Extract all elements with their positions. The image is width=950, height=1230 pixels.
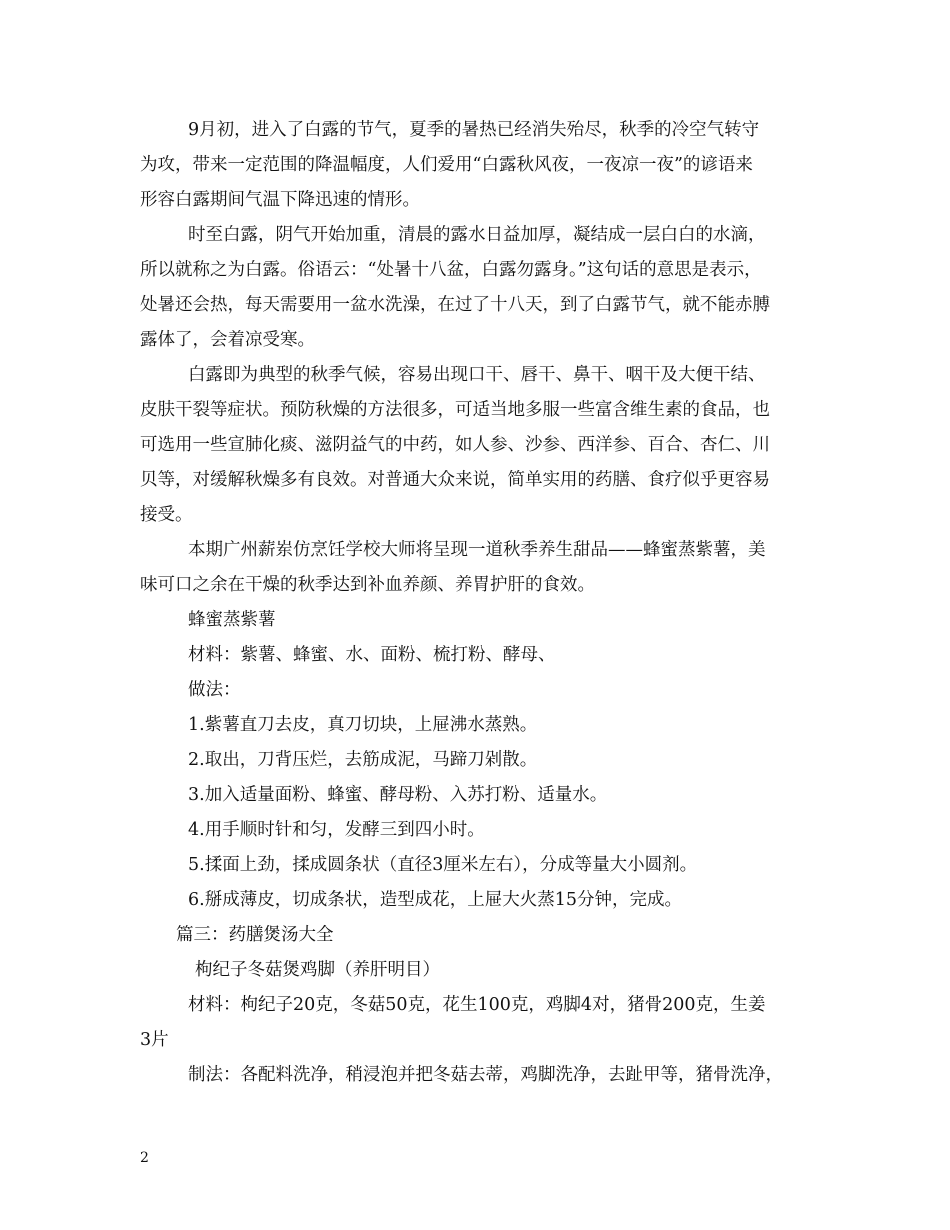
text-line: 皮肤干裂等症状。预防秋燥的方法很多，可适当地多服一些富含维生素的食品，也 <box>140 400 770 420</box>
text-line: 形容白露期间气温下降迅速的情形。 <box>140 190 420 210</box>
text-line: 处暑还会热，每天需要用一盆水洗澡，在过了十八天，到了白露节气，就不能赤膊 <box>140 295 770 315</box>
text-line: 接受。 <box>140 505 193 525</box>
text-line: 露体了，会着凉受寒。 <box>140 330 315 350</box>
text-line: 味可口之余在干燥的秋季达到补血养颜、养胃护肝的食效。 <box>140 575 595 595</box>
ingredients-line: 材料：紫薯、蜂蜜、水、面粉、梳打粉、酵母、 <box>188 645 556 665</box>
step-item: 4.用手顺时针和匀，发酵三到四小时。 <box>188 820 485 840</box>
text-line: 白露即为典型的秋季气候，容易出现口干、唇干、鼻干、咽干及大便干结、 <box>188 365 766 385</box>
step-item: 3.加入适量面粉、蜂蜜、酵母粉、入苏打粉、适量水。 <box>188 785 608 805</box>
method-line: 制法：各配料洗净，稍浸泡并把冬菇去蒂，鸡脚洗净，去趾甲等，猪骨洗净， <box>188 1065 783 1085</box>
text-line: 贝等，对缓解秋燥多有良效。对普通大众来说，简单实用的药膳、食疗似乎更容易 <box>140 470 770 490</box>
text-line: 为攻，带来一定范围的降温幅度，人们爱用“白露秋风夜，一夜凉一夜”的谚语来 <box>140 155 753 175</box>
page-number: 2 <box>140 1150 149 1166</box>
ingredients-line: 材料：枸纪子20克，冬菇50克，花生100克，鸡脚4对，猪骨200克，生姜 <box>188 995 766 1015</box>
method-heading: 做法： <box>188 680 241 700</box>
text-line: 9月初，进入了白露的节气，夏季的暑热已经消失殆尽，秋季的冷空气转守 <box>188 120 760 140</box>
step-item: 6.掰成薄皮，切成条状，造型成花，上屉大火蒸15分钟，完成。 <box>188 890 682 910</box>
text-line: 时至白露，阴气开始加重，清晨的露水日益加厚，凝结成一层白白的水滴， <box>188 225 766 245</box>
text-line: 所以就称之为白露。俗语云：“处暑十八盆，白露勿露身。”这句话的意思是表示， <box>140 260 762 280</box>
recipe-title: 蜂蜜蒸紫薯 <box>188 610 276 630</box>
section-heading: 篇三：药膳煲汤大全 <box>176 925 334 945</box>
step-item: 5.揉面上劲，揉成圆条状（直径3厘米左右），分成等量大小圆剂。 <box>188 855 698 875</box>
text-line: 本期广州薪岽仿烹饪学校大师将呈现一道秋季养生甜品——蜂蜜蒸紫薯，美 <box>188 540 766 560</box>
text-line: 3片 <box>140 1030 169 1050</box>
text-line: 可选用一些宣肺化痰、滋阴益气的中药，如人参、沙参、西洋参、百合、杏仁、川 <box>140 435 770 455</box>
recipe-title: 枸纪子冬菇煲鸡脚（养肝明目） <box>195 960 440 980</box>
step-item: 1.紫薯直刀去皮，真刀切块，上屉沸水蒸熟。 <box>188 715 538 735</box>
step-item: 2.取出，刀背压烂，去筋成泥，马蹄刀剁散。 <box>188 750 538 770</box>
